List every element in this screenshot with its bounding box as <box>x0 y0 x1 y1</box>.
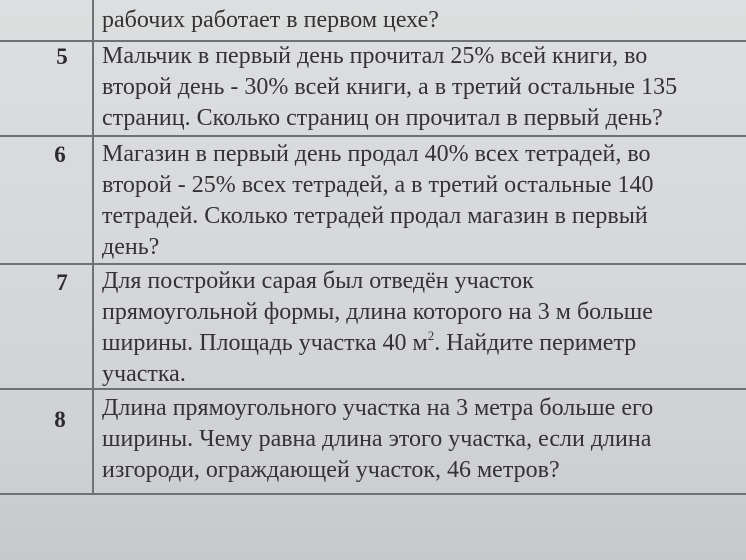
task-text <box>102 139 742 263</box>
task-line-part: . Найдите периметр <box>434 330 637 356</box>
task-line: страниц. Сколько страниц он прочитал в первый день? <box>102 105 663 131</box>
task-line: второй - 25% всех тетрадей, а в третий остальные 140 <box>102 172 654 198</box>
task-text <box>102 41 742 134</box>
task-line: прямоугольной формы, длина которого на 3 м больше <box>102 299 653 325</box>
task-line: изгороди, ограждающей участок, 46 метров? <box>102 457 560 483</box>
task-text <box>102 266 742 390</box>
task-line-with-unit <box>102 328 742 359</box>
task-line: участка. <box>102 361 186 387</box>
task-line: второй день - 30% всей книги, а в третий остальные 135 <box>102 74 678 100</box>
row-divider <box>0 493 746 495</box>
task-line: Мальчик в первый день прочитал 25% всей книги, во <box>102 43 648 69</box>
task-number: 8 <box>54 407 66 432</box>
square-superscript: 2 <box>427 328 435 343</box>
task-line: день? <box>102 234 160 260</box>
column-divider <box>92 0 94 494</box>
task-line: ширины. Чему равна длина этого участка, если длина <box>102 426 652 452</box>
row-divider <box>0 135 746 137</box>
task-line: Магазин в первый день продал 40% всех тетрадей, во <box>102 141 651 167</box>
task-text-partial <box>102 5 742 36</box>
task-number: 6 <box>54 142 66 167</box>
task-line: Для постройки сарая был отведён участок <box>102 268 534 294</box>
task-line-part: ширины. Площадь участка 40 м <box>102 330 428 356</box>
task-line: Длина прямоугольного участка на 3 метра больше его <box>102 395 654 421</box>
task-line: рабочих работает в первом цехе? <box>102 7 439 33</box>
row-divider <box>0 263 746 265</box>
task-number: 5 <box>56 44 68 69</box>
task-number: 7 <box>56 270 68 295</box>
task-line: тетрадей. Сколько тетрадей продал магазин в первый <box>102 203 648 229</box>
task-text <box>102 393 742 486</box>
